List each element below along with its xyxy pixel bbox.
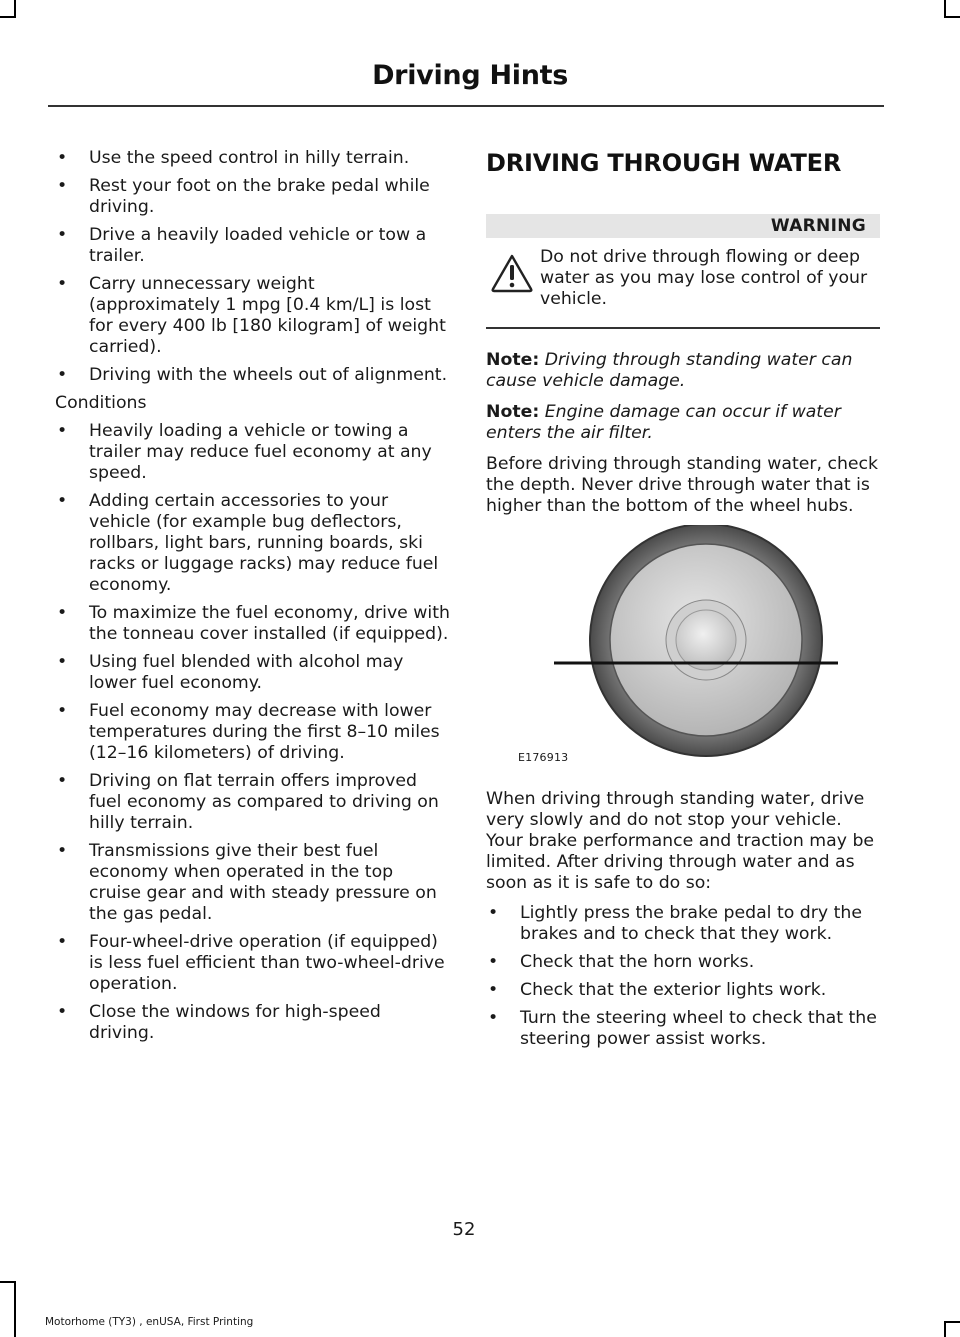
list-item: • Lightly press the brake pedal to dry the brakes and to check that they work. <box>486 903 880 945</box>
list-item: • Carry unnecessary weight (approximately 1 mpg [0.4 km/L] is lost for every 400 lb [180 kilogram] of weight carried). <box>55 274 450 358</box>
warning-rule <box>486 327 880 329</box>
list-item: • Adding certain accessories to your vehicle (for example bug deflectors, rollbars, light bars, running boards, ski racks or luggage racks) may reduce fuel economy. <box>55 491 450 596</box>
crop-mark <box>0 16 16 18</box>
crop-mark <box>944 1321 946 1337</box>
wheel-illustration <box>486 525 880 770</box>
list-item: • Transmissions give their best fuel economy when operated in the top cruise gear and with steady pressure on the gas pedal. <box>55 841 450 925</box>
after-water-bullet-list <box>486 903 880 1050</box>
list-item: • Use the speed control in hilly terrain. <box>55 148 450 169</box>
right-column <box>486 148 880 1057</box>
crop-mark <box>0 1281 16 1283</box>
crop-mark <box>944 0 946 16</box>
page-number: 52 <box>452 1219 476 1240</box>
figure-code: E176913 <box>518 751 569 764</box>
note-label: Note: <box>486 402 540 422</box>
crop-mark <box>944 1321 960 1323</box>
list-item: • Drive a heavily loaded vehicle or tow a trailer. <box>55 225 450 267</box>
note <box>486 402 880 444</box>
list-item: • Turn the steering wheel to check that the steering power assist works. <box>486 1008 880 1050</box>
list-item: • To maximize the fuel economy, drive with the tonneau cover installed (if equipped). <box>55 603 450 645</box>
warning-box <box>486 247 880 310</box>
header-rule <box>48 105 884 107</box>
crop-mark <box>944 16 960 18</box>
note <box>486 350 880 392</box>
wheel-water-figure <box>486 525 880 770</box>
list-item: • Driving with the wheels out of alignment. <box>55 365 450 386</box>
left-column <box>55 148 450 1051</box>
section-title: DRIVING THROUGH WATER <box>486 149 842 177</box>
list-item: • Close the windows for high-speed driving. <box>55 1002 450 1044</box>
list-item: • Four-wheel-drive operation (if equipped) is less fuel efficient than two-wheel-drive operation. <box>55 932 450 995</box>
list-item: • Fuel economy may decrease with lower temperatures during the first 8–10 miles (12–16 kilometers) of driving. <box>55 701 450 764</box>
list-item: • Using fuel blended with alcohol may lower fuel economy. <box>55 652 450 694</box>
list-item: • Check that the exterior lights work. <box>486 980 880 1001</box>
list-item: • Driving on flat terrain offers improved fuel economy as compared to driving on hilly terrain. <box>55 771 450 834</box>
conditions-heading: Conditions <box>55 393 147 413</box>
hub-cap <box>676 610 736 670</box>
note-text: Driving through standing water can cause vehicle damage. <box>486 350 853 391</box>
note-label: Note: <box>486 350 540 370</box>
list-item: • Rest your foot on the brake pedal while driving. <box>55 176 450 218</box>
warning-triangle-icon <box>490 253 534 293</box>
conditions-bullet-list <box>55 421 450 1044</box>
crop-mark <box>14 0 16 16</box>
note-text: Engine damage can occur if water enters the air filter. <box>486 402 841 443</box>
list-item: • Check that the horn works. <box>486 952 880 973</box>
crop-mark <box>14 1281 16 1337</box>
list-item: • Heavily loading a vehicle or towing a trailer may reduce fuel economy at any speed. <box>55 421 450 484</box>
footer-text: Motorhome (TY3) , enUSA, First Printing <box>45 1316 254 1328</box>
warning-text: Do not drive through flowing or deep water as you may lose control of your vehicle. <box>540 247 868 309</box>
warning-header: WARNING <box>486 214 880 238</box>
paragraph-after-water: When driving through standing water, drive very slowly and do not stop your vehicle. Your brake performance and traction may be limited. After driving through water and as soon as it is safe to do so: <box>486 789 875 893</box>
page-header-title: Driving Hints <box>372 60 568 91</box>
top-bullet-list <box>55 148 450 386</box>
paragraph-depth-check: Before driving through standing water, check the depth. Never drive through water that is higher than the bottom of the wheel hubs. <box>486 454 879 516</box>
